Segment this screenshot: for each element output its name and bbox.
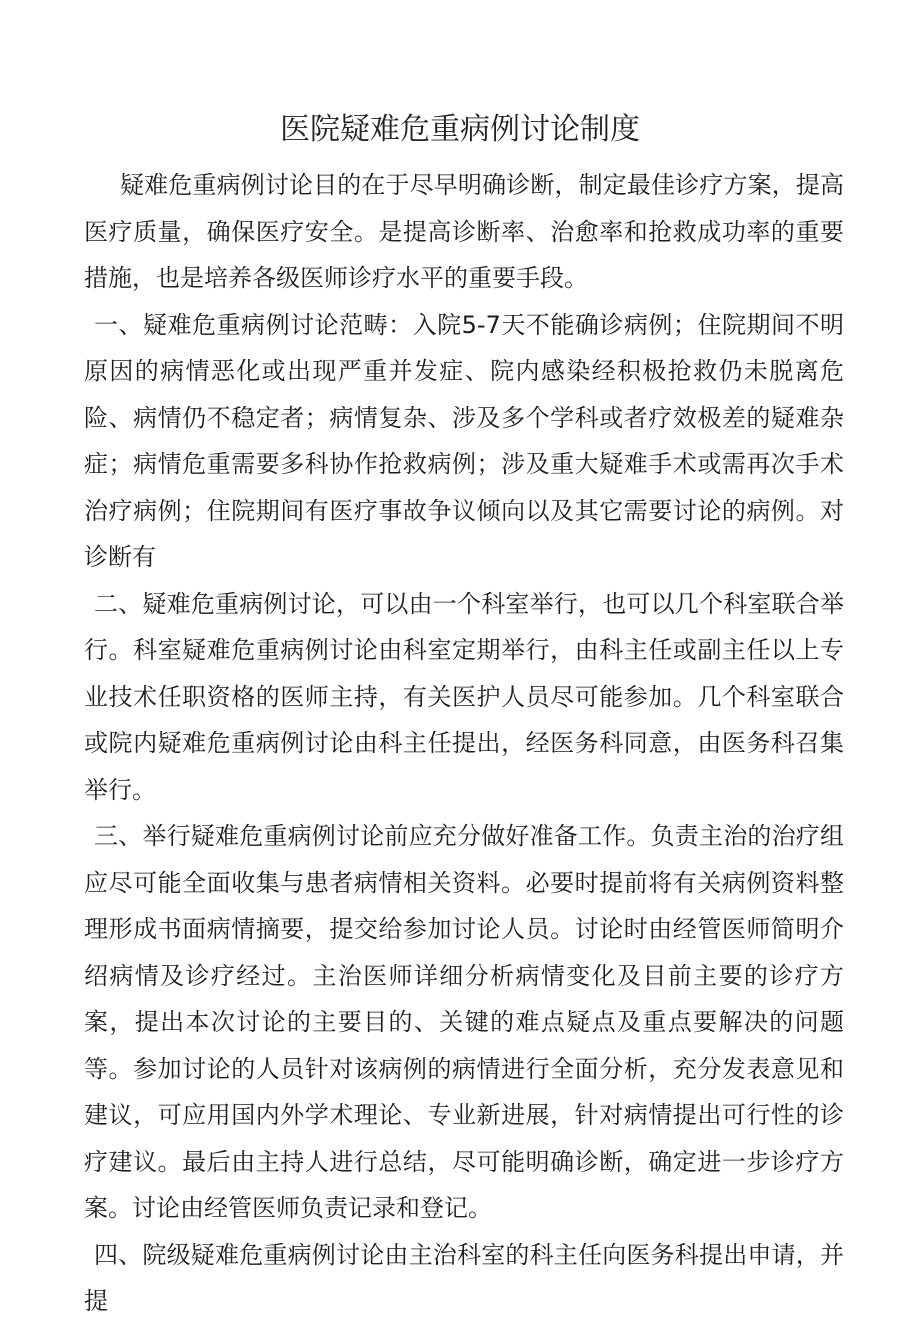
section-1-paragraph: 一、疑难危重病例讨论范畴：入院5-7天不能确诊病例；住院期间不明原因的病情恶化或出现严重并发症、院内感染经积极抢救仍未脱离危险、病情仍不稳定者；病情复杂、涉及多个学科或者疗效极差的疑难杂症；病情危重需要多科协作抢救病例；涉及重大疑难手术或需再次手术治疗病例；住院期间有医疗事故争议倾向以及其它需要讨论的病例。对诊断有 (84, 310, 844, 571)
section-3-paragraph: 三、举行疑难危重病例讨论前应充分做好准备工作。负责主治的治疗组应尽可能全面收集与患者病情相关资料。必要时提前将有关病例资料整理形成书面病情摘要，提交给参加讨论人员。讨论时由经管医师简明介绍病情及诊疗经过。主治医师详细分析病情变化及目前主要的诊疗方案，提出本次讨论的主要目的、关键的难点疑点及重点要解决的问题等。参加讨论的人员针对该病例的病情进行全面分析，充分发表意见和建议，可应用国内外学术理论、专业新进展，针对病情提出可行性的诊疗建议。最后由主持人进行总结，尽可能明确诊断，确定进一步诊疗方案。讨论由经管医师负责记录和登记。 (84, 822, 844, 1222)
section-2-paragraph: 二、疑难危重病例讨论，可以由一个科室举行，也可以几个科室联合举行。科室疑难危重病例讨论由科室定期举行，由科主任或副主任以上专业技术任职资格的医师主持，有关医护人员尽可能参加。几个科室联合或院内疑难危重病例讨论由科主任提出，经医务科同意，由医务科召集举行。 (84, 589, 844, 804)
intro-paragraph: 疑难危重病例讨论目的在于尽早明确诊断，制定最佳诊疗方案，提高医疗质量，确保医疗安全。是提高诊断率、治愈率和抢救成功率的重要措施，也是培养各级医师诊疗水平的重要手段。 (84, 171, 844, 292)
section-4-paragraph: 四、院级疑难危重病例讨论由主治科室的科主任向医务科提出申请，并提 (84, 1240, 844, 1315)
document-body (84, 162, 844, 1325)
document-title: 医院疑难危重病例讨论制度 (280, 112, 640, 147)
